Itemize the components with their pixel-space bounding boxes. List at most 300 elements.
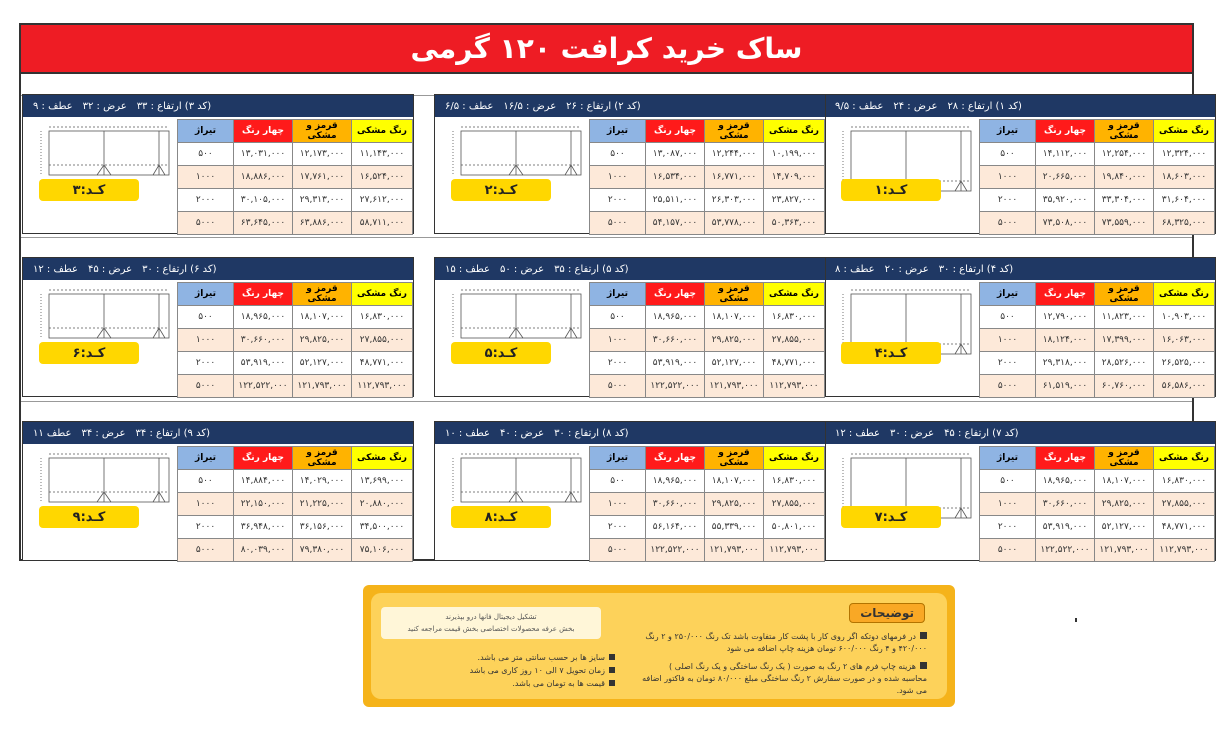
- card-dim-width: عرض : ۵۰: [500, 263, 545, 275]
- notes-banner: [381, 607, 601, 639]
- table-cell: ۴۸,۷۷۱,۰۰۰: [764, 352, 825, 375]
- table-cell: ۵۰۰۰: [590, 539, 646, 562]
- card-dim-height: (کد ۷) ارتفاع : ۴۵: [944, 427, 1019, 439]
- table-row: [178, 516, 413, 539]
- col-header-four-color: چهار رنگ: [646, 120, 705, 143]
- bag-diagram: [29, 121, 177, 231]
- notes-banner-line: تشکیل دیجیتال فانها درو بپذیرند: [445, 613, 537, 621]
- product-card: [824, 94, 1216, 234]
- table-cell: ۵۰۰: [980, 470, 1036, 493]
- col-header-black: رنگ مشکی: [1154, 120, 1215, 143]
- table-cell: ۵۰۰۰: [980, 375, 1036, 398]
- product-card: [434, 257, 826, 397]
- price-table: [979, 119, 1215, 235]
- table-cell: ۲۳,۸۲۷,۰۰۰: [764, 189, 825, 212]
- table-cell: ۱۶,۸۳۰,۰۰۰: [352, 306, 413, 329]
- table-cell: ۲۰۰۰: [178, 516, 234, 539]
- code-badge: کـد:۶: [39, 342, 139, 364]
- table-cell: ۱۱,۸۲۳,۰۰۰: [1095, 306, 1154, 329]
- table-cell: ۲۱,۲۲۵,۰۰۰: [293, 493, 352, 516]
- table-cell: ۱۲۱,۷۹۳,۰۰۰: [705, 539, 764, 562]
- table-row: [590, 516, 825, 539]
- table-row: [590, 375, 825, 398]
- product-card: [824, 421, 1216, 561]
- code-badge: کـد:۵: [451, 342, 551, 364]
- table-cell: ۱۶,۸۳۰,۰۰۰: [1154, 470, 1215, 493]
- price-table: [979, 446, 1215, 562]
- notes-panel: [363, 585, 955, 707]
- table-cell: ۳۰,۶۶۰,۰۰۰: [1036, 493, 1095, 516]
- table-cell: ۱۲۱,۷۹۳,۰۰۰: [293, 375, 352, 398]
- col-header-quantity: تیراژ: [178, 283, 234, 306]
- table-cell: ۲۹,۳۱۳,۰۰۰: [293, 189, 352, 212]
- table-cell: ۱۸,۹۶۵,۰۰۰: [234, 306, 293, 329]
- table-cell: ۵۵,۳۳۹,۰۰۰: [705, 516, 764, 539]
- col-header-red-black: قرمز و مشکی: [1095, 120, 1154, 143]
- col-header-black: رنگ مشکی: [352, 447, 413, 470]
- table-cell: ۲۰,۸۸۰,۰۰۰: [352, 493, 413, 516]
- col-header-black: رنگ مشکی: [352, 120, 413, 143]
- table-cell: ۱۲۱,۷۹۳,۰۰۰: [705, 375, 764, 398]
- table-cell: ۱۸,۱۲۴,۰۰۰: [1036, 329, 1095, 352]
- table-row: [178, 189, 413, 212]
- table-cell: ۱۷,۳۹۹,۰۰۰: [1095, 329, 1154, 352]
- table-row: [980, 539, 1215, 562]
- card-dim-width: عرض : ۲۰: [884, 263, 929, 275]
- card-dim-width: عرض : ۳۴: [81, 427, 126, 439]
- table-cell: ۴۸,۷۷۱,۰۰۰: [1154, 516, 1215, 539]
- code-badge: کـد:۳: [39, 179, 139, 201]
- card-dim-gusset: عطف ۱۱: [33, 427, 72, 439]
- col-header-quantity: تیراژ: [178, 120, 234, 143]
- code-badge: کـد:۴: [841, 342, 941, 364]
- table-row: [980, 189, 1215, 212]
- code-badge: کـد:۷: [841, 506, 941, 528]
- bag-diagram: [441, 284, 589, 394]
- table-row: [178, 493, 413, 516]
- row-separator: [21, 401, 1192, 402]
- table-cell: ۱۸,۱۰۷,۰۰۰: [705, 306, 764, 329]
- bullet-icon: [920, 662, 927, 669]
- table-cell: ۱۲,۱۷۳,۰۰۰: [293, 143, 352, 166]
- note-text: در فرمهای دوتکه اگر روی کار با پشت کار متفاوت باشد تک رنگ ۲۵۰/۰۰۰ و ۲ رنگ ۴۲۰/۰۰۰ و ۴ رنگ ۶۰۰/۰۰۰ تومان هزینه چاپ اضافه می شود: [645, 632, 927, 653]
- col-header-quantity: تیراژ: [590, 283, 646, 306]
- table-cell: ۱۲,۷۹۰,۰۰۰: [1036, 306, 1095, 329]
- table-cell: ۱۱۲,۷۹۳,۰۰۰: [764, 539, 825, 562]
- table-row: [590, 493, 825, 516]
- table-cell: ۱۱۲,۷۹۳,۰۰۰: [1154, 539, 1215, 562]
- table-cell: ۵۰۰۰: [590, 212, 646, 235]
- table-cell: ۲۰۰۰: [980, 516, 1036, 539]
- card-header: [435, 95, 825, 117]
- table-cell: ۱۶,۷۷۱,۰۰۰: [705, 166, 764, 189]
- table-row: [980, 493, 1215, 516]
- table-cell: ۱۰۰۰: [178, 493, 234, 516]
- table-row: [178, 166, 413, 189]
- bag-diagram: [29, 284, 177, 394]
- table-cell: ۳۰,۶۶۰,۰۰۰: [646, 493, 705, 516]
- table-cell: ۱۳,۰۸۷,۰۰۰: [646, 143, 705, 166]
- col-header-red-black: قرمز و مشکی: [1095, 447, 1154, 470]
- note-item: [385, 651, 615, 664]
- price-table: [589, 119, 825, 235]
- table-cell: ۱۶,۸۳۰,۰۰۰: [764, 470, 825, 493]
- table-cell: ۷۵,۱۰۶,۰۰۰: [352, 539, 413, 562]
- bag-diagram: [831, 448, 979, 558]
- table-cell: ۳۱,۶۰۴,۰۰۰: [1154, 189, 1215, 212]
- card-dim-gusset: عطف : ۱۲: [835, 427, 880, 439]
- col-header-red-black: قرمز و مشکی: [293, 447, 352, 470]
- card-dim-height: (کد ۸) ارتفاع : ۳۰: [554, 427, 629, 439]
- table-cell: ۲۲,۱۵۰,۰۰۰: [234, 493, 293, 516]
- col-header-quantity: تیراژ: [178, 447, 234, 470]
- table-cell: ۱۸,۹۶۵,۰۰۰: [646, 306, 705, 329]
- table-row: [980, 143, 1215, 166]
- table-row: [590, 352, 825, 375]
- table-row: [178, 539, 413, 562]
- table-cell: ۱۶,۸۳۰,۰۰۰: [764, 306, 825, 329]
- table-row: [980, 352, 1215, 375]
- table-cell: ۵۰۰: [178, 306, 234, 329]
- product-card: [22, 421, 414, 561]
- card-dim-width: عرض : ۴۰: [500, 427, 545, 439]
- table-cell: ۱۸,۸۸۶,۰۰۰: [234, 166, 293, 189]
- table-row: [980, 470, 1215, 493]
- table-cell: ۶۰,۷۶۰,۰۰۰: [1095, 375, 1154, 398]
- note-text: سایز ها بر حسب سانتی متر می باشد.: [477, 653, 605, 662]
- table-cell: ۵۰۰: [178, 143, 234, 166]
- table-cell: ۲۶,۳۰۳,۰۰۰: [705, 189, 764, 212]
- table-cell: ۱۲۲,۵۲۲,۰۰۰: [234, 375, 293, 398]
- code-badge: کـد:۸: [451, 506, 551, 528]
- table-cell: ۳۶,۹۴۸,۰۰۰: [234, 516, 293, 539]
- table-row: [980, 329, 1215, 352]
- table-cell: ۲۰,۶۶۵,۰۰۰: [1036, 166, 1095, 189]
- note-item: [385, 677, 615, 690]
- notes-left-list: [385, 651, 615, 690]
- table-cell: ۱۰,۱۹۹,۰۰۰: [764, 143, 825, 166]
- card-header: [825, 95, 1215, 117]
- table-cell: ۵۲,۱۲۷,۰۰۰: [1095, 516, 1154, 539]
- table-cell: ۲۹,۸۲۵,۰۰۰: [293, 329, 352, 352]
- col-header-four-color: چهار رنگ: [1036, 283, 1095, 306]
- notes-right-list: [642, 631, 927, 697]
- col-header-four-color: چهار رنگ: [234, 447, 293, 470]
- table-cell: ۱۲,۲۵۴,۰۰۰: [1095, 143, 1154, 166]
- col-header-quantity: تیراژ: [590, 120, 646, 143]
- table-cell: ۵۳,۹۱۹,۰۰۰: [646, 352, 705, 375]
- table-row: [590, 212, 825, 235]
- col-header-quantity: تیراژ: [980, 120, 1036, 143]
- table-cell: ۱۶,۵۲۴,۰۰۰: [352, 166, 413, 189]
- price-table: [589, 282, 825, 398]
- price-table: [177, 282, 413, 398]
- table-cell: ۵۰,۸۰۱,۰۰۰: [764, 516, 825, 539]
- bullet-icon: [920, 632, 927, 639]
- col-header-red-black: قرمز و مشکی: [1095, 283, 1154, 306]
- table-cell: ۲۰۰۰: [590, 189, 646, 212]
- table-cell: ۱۰۰۰: [590, 493, 646, 516]
- table-row: [980, 166, 1215, 189]
- col-header-black: رنگ مشکی: [352, 283, 413, 306]
- product-card: [22, 94, 414, 234]
- notes-banner-line: بخش عرفه محصولات اختصاصی بخش قیمت مراجعه کنید: [407, 625, 575, 633]
- table-row: [178, 352, 413, 375]
- table-cell: ۴۸,۷۷۱,۰۰۰: [352, 352, 413, 375]
- bag-diagram: [831, 284, 979, 394]
- col-header-quantity: تیراژ: [980, 447, 1036, 470]
- table-cell: ۳۴,۵۰۰,۰۰۰: [352, 516, 413, 539]
- table-cell: ۸۰,۰۳۹,۰۰۰: [234, 539, 293, 562]
- table-cell: ۶۳,۶۴۵,۰۰۰: [234, 212, 293, 235]
- table-cell: ۵۰۰۰: [980, 539, 1036, 562]
- card-dim-height: (کد ۵) ارتفاع : ۳۵: [554, 263, 629, 275]
- table-cell: ۱۲,۲۴۴,۰۰۰: [705, 143, 764, 166]
- table-row: [178, 375, 413, 398]
- table-cell: ۱۰۰۰: [178, 329, 234, 352]
- table-row: [980, 516, 1215, 539]
- table-cell: ۱۴,۱۱۲,۰۰۰: [1036, 143, 1095, 166]
- table-row: [590, 539, 825, 562]
- table-cell: ۱۴,۷۰۹,۰۰۰: [764, 166, 825, 189]
- table-cell: ۱۰۰۰: [178, 166, 234, 189]
- product-card: [434, 421, 826, 561]
- table-cell: ۱۲۱,۷۹۳,۰۰۰: [1095, 539, 1154, 562]
- card-header: [23, 422, 413, 444]
- table-cell: ۲۷,۸۵۵,۰۰۰: [352, 329, 413, 352]
- table-cell: ۲۸,۵۲۶,۰۰۰: [1095, 352, 1154, 375]
- table-cell: ۱۲۲,۵۲۲,۰۰۰: [1036, 539, 1095, 562]
- note-text: زمان تحویل ۷ الی ۱۰ روز کاری می باشد: [469, 666, 605, 675]
- card-dim-height: (کد ۴) ارتفاع : ۳۰: [938, 263, 1014, 275]
- table-cell: ۵۰۰۰: [178, 212, 234, 235]
- table-cell: ۵۳,۹۱۹,۰۰۰: [1036, 516, 1095, 539]
- table-cell: ۲۷,۸۵۵,۰۰۰: [764, 493, 825, 516]
- table-cell: ۱۰,۹۰۳,۰۰۰: [1154, 306, 1215, 329]
- note-item: [642, 661, 927, 697]
- note-item: [642, 631, 927, 655]
- table-cell: ۵۶,۱۶۴,۰۰۰: [646, 516, 705, 539]
- table-cell: ۳۵,۹۲۰,۰۰۰: [1036, 189, 1095, 212]
- table-cell: ۱۰۰۰: [980, 329, 1036, 352]
- col-header-quantity: تیراژ: [590, 447, 646, 470]
- note-item: [385, 664, 615, 677]
- table-cell: ۱۱۲,۷۹۳,۰۰۰: [352, 375, 413, 398]
- table-cell: ۱۷,۷۶۱,۰۰۰: [293, 166, 352, 189]
- table-cell: ۷۳,۵۵۹,۰۰۰: [1095, 212, 1154, 235]
- table-cell: ۲۰۰۰: [178, 189, 234, 212]
- table-cell: ۲۷,۸۵۵,۰۰۰: [1154, 493, 1215, 516]
- table-cell: ۲۰۰۰: [980, 352, 1036, 375]
- table-cell: ۵۲,۱۲۷,۰۰۰: [705, 352, 764, 375]
- note-text: هزینه چاپ فرم های ۲ رنگ به صورت ( یک رنگ ساختگی و یک رنگ اصلی ) محاسبه شده و در صورت سفارش ۲ رنگ ساختگی مبلغ ۸۰/۰۰۰ تومان به فاکتور اضافه می شود.: [642, 662, 927, 695]
- table-row: [590, 166, 825, 189]
- table-cell: ۱۲,۳۲۴,۰۰۰: [1154, 143, 1215, 166]
- card-dim-width: عرض : ۳۲: [82, 100, 127, 112]
- card-dim-height: (کد ۱) ارتفاع : ۲۸: [947, 100, 1022, 112]
- table-cell: ۵۶,۵۸۶,۰۰۰: [1154, 375, 1215, 398]
- table-cell: ۱۰۰۰: [590, 166, 646, 189]
- table-row: [980, 375, 1215, 398]
- table-row: [590, 470, 825, 493]
- card-dim-gusset: عطف : ۶/۵: [445, 100, 494, 112]
- table-cell: ۵۰۰: [980, 143, 1036, 166]
- table-cell: ۶۸,۳۲۵,۰۰۰: [1154, 212, 1215, 235]
- product-card: [434, 94, 826, 234]
- card-header: [825, 258, 1215, 280]
- table-cell: ۵۲,۱۲۷,۰۰۰: [293, 352, 352, 375]
- bullet-icon: [609, 680, 615, 686]
- table-cell: ۱۴,۸۸۴,۰۰۰: [234, 470, 293, 493]
- product-card: [22, 257, 414, 397]
- table-cell: ۳۰,۶۶۰,۰۰۰: [646, 329, 705, 352]
- col-header-four-color: چهار رنگ: [234, 120, 293, 143]
- col-header-red-black: قرمز و مشکی: [705, 120, 764, 143]
- table-cell: ۵۴,۱۵۷,۰۰۰: [646, 212, 705, 235]
- table-cell: ۳۰,۱۰۵,۰۰۰: [234, 189, 293, 212]
- notes-title: توضیحات: [849, 603, 925, 623]
- card-dim-width: عرض : ۴۵: [88, 263, 133, 275]
- table-cell: ۱۱۲,۷۹۳,۰۰۰: [764, 375, 825, 398]
- table-cell: ۱۸,۹۶۵,۰۰۰: [1036, 470, 1095, 493]
- card-dim-width: عرض : ۱۶/۵: [503, 100, 557, 112]
- table-row: [590, 189, 825, 212]
- col-header-black: رنگ مشکی: [1154, 447, 1215, 470]
- table-cell: ۱۲۲,۵۲۲,۰۰۰: [646, 539, 705, 562]
- col-header-black: رنگ مشکی: [1154, 283, 1215, 306]
- card-dim-gusset: عطف : ۱۵: [445, 263, 490, 275]
- code-badge: کـد:۲: [451, 179, 551, 201]
- price-table: [177, 446, 413, 562]
- price-table: [177, 119, 413, 235]
- col-header-four-color: چهار رنگ: [646, 447, 705, 470]
- table-cell: ۵۰۰۰: [590, 375, 646, 398]
- card-dim-gusset: عطف : ۹: [33, 100, 73, 112]
- table-cell: ۲۰۰۰: [590, 352, 646, 375]
- table-cell: ۲۰۰۰: [980, 189, 1036, 212]
- price-table: [589, 446, 825, 562]
- bag-diagram: [831, 121, 979, 231]
- table-cell: ۲۵,۵۱۱,۰۰۰: [646, 189, 705, 212]
- table-row: [178, 470, 413, 493]
- table-row: [980, 306, 1215, 329]
- col-header-four-color: چهار رنگ: [1036, 447, 1095, 470]
- note-text: قیمت ها به تومان می باشد.: [512, 679, 605, 688]
- table-cell: ۵۰۰: [590, 470, 646, 493]
- price-table: [979, 282, 1215, 398]
- table-cell: ۲۰۰۰: [590, 516, 646, 539]
- table-cell: ۷۳,۵۰۸,۰۰۰: [1036, 212, 1095, 235]
- col-header-red-black: قرمز و مشکی: [293, 283, 352, 306]
- table-row: [590, 143, 825, 166]
- table-cell: ۱۹,۸۴۰,۰۰۰: [1095, 166, 1154, 189]
- table-row: [178, 212, 413, 235]
- table-cell: ۵۰۰: [178, 470, 234, 493]
- table-row: [590, 306, 825, 329]
- col-header-four-color: چهار رنگ: [234, 283, 293, 306]
- col-header-four-color: چهار رنگ: [646, 283, 705, 306]
- table-row: [178, 143, 413, 166]
- card-dim-width: عرض : ۲۴: [893, 100, 938, 112]
- table-cell: ۵۰۰: [590, 143, 646, 166]
- card-header: [23, 95, 413, 117]
- col-header-black: رنگ مشکی: [764, 283, 825, 306]
- col-header-red-black: قرمز و مشکی: [293, 120, 352, 143]
- table-cell: ۵۰۰۰: [980, 212, 1036, 235]
- card-dim-height: (کد ۶) ارتفاع : ۳۰: [142, 263, 217, 275]
- stray-mark: [1075, 618, 1077, 622]
- card-header: [825, 422, 1215, 444]
- product-card: [824, 257, 1216, 397]
- table-cell: ۵۰۰: [980, 306, 1036, 329]
- card-header: [23, 258, 413, 280]
- card-dim-height: (کد ۳) ارتفاع : ۳۳: [136, 100, 212, 112]
- table-cell: ۲۷,۶۱۲,۰۰۰: [352, 189, 413, 212]
- table-cell: ۱۸,۹۶۵,۰۰۰: [646, 470, 705, 493]
- card-dim-height: (کد ۹) ارتفاع : ۳۴: [135, 427, 211, 439]
- table-cell: ۱۶,۰۶۳,۰۰۰: [1154, 329, 1215, 352]
- col-header-red-black: قرمز و مشکی: [705, 447, 764, 470]
- table-cell: ۱۰۰۰: [980, 166, 1036, 189]
- table-cell: ۵۰۰۰: [178, 375, 234, 398]
- bag-diagram: [441, 121, 589, 231]
- table-cell: ۱۴,۰۲۹,۰۰۰: [293, 470, 352, 493]
- col-header-quantity: تیراژ: [980, 283, 1036, 306]
- table-cell: ۲۰۰۰: [178, 352, 234, 375]
- col-header-red-black: قرمز و مشکی: [705, 283, 764, 306]
- col-header-black: رنگ مشکی: [764, 120, 825, 143]
- table-cell: ۲۹,۸۲۵,۰۰۰: [705, 329, 764, 352]
- card-dim-gusset: عطف : ۹/۵: [835, 100, 884, 112]
- table-cell: ۲۶,۵۲۵,۰۰۰: [1154, 352, 1215, 375]
- card-dim-gusset: عطف : ۸: [835, 263, 875, 275]
- table-cell: ۵۳,۹۱۹,۰۰۰: [234, 352, 293, 375]
- table-cell: ۱۲۲,۵۲۲,۰۰۰: [646, 375, 705, 398]
- table-row: [178, 306, 413, 329]
- code-badge: کـد:۱: [841, 179, 941, 201]
- table-cell: ۱۸,۶۰۳,۰۰۰: [1154, 166, 1215, 189]
- table-cell: ۲۹,۸۲۵,۰۰۰: [705, 493, 764, 516]
- card-header: [435, 258, 825, 280]
- table-cell: ۱۸,۱۰۷,۰۰۰: [1095, 470, 1154, 493]
- table-row: [980, 212, 1215, 235]
- card-dim-gusset: عطف : ۱۰: [445, 427, 490, 439]
- table-cell: ۱۸,۱۰۷,۰۰۰: [293, 306, 352, 329]
- table-cell: ۵۳,۷۷۸,۰۰۰: [705, 212, 764, 235]
- row-separator: [21, 237, 1192, 238]
- table-cell: ۱۸,۱۰۷,۰۰۰: [705, 470, 764, 493]
- table-cell: ۱۳,۶۹۹,۰۰۰: [352, 470, 413, 493]
- bag-diagram: [29, 448, 177, 558]
- table-cell: ۱۰۰۰: [980, 493, 1036, 516]
- table-cell: ۳۶,۱۵۶,۰۰۰: [293, 516, 352, 539]
- table-cell: ۱۳,۰۳۱,۰۰۰: [234, 143, 293, 166]
- notes-inner: [371, 593, 947, 699]
- table-cell: ۵۰۰: [590, 306, 646, 329]
- table-cell: ۶۳,۸۸۶,۰۰۰: [293, 212, 352, 235]
- bullet-icon: [609, 654, 615, 660]
- table-cell: ۳۰,۶۶۰,۰۰۰: [234, 329, 293, 352]
- card-dim-gusset: عطف : ۱۲: [33, 263, 78, 275]
- table-cell: ۶۱,۵۱۹,۰۰۰: [1036, 375, 1095, 398]
- table-cell: ۵۸,۷۱۱,۰۰۰: [352, 212, 413, 235]
- table-cell: ۲۹,۳۱۸,۰۰۰: [1036, 352, 1095, 375]
- table-cell: ۱۶,۵۳۴,۰۰۰: [646, 166, 705, 189]
- table-row: [178, 329, 413, 352]
- card-dim-width: عرض : ۳۰: [890, 427, 935, 439]
- table-cell: ۲۷,۸۵۵,۰۰۰: [764, 329, 825, 352]
- col-header-black: رنگ مشکی: [764, 447, 825, 470]
